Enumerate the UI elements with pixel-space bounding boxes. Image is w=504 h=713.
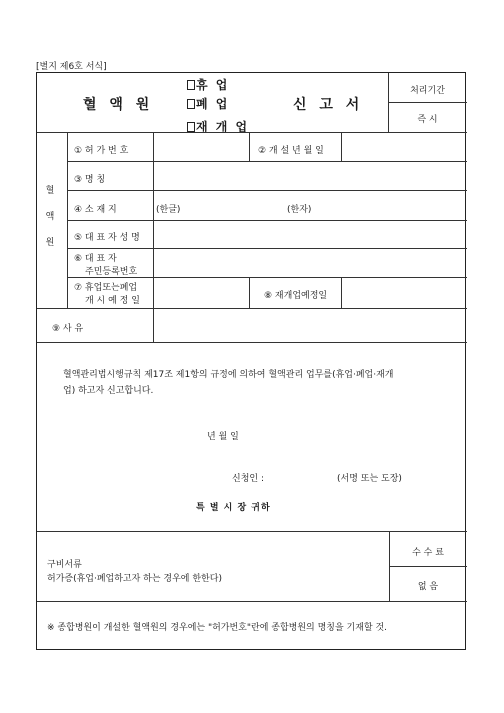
divider (67, 190, 467, 191)
divider (341, 132, 342, 161)
option-close-label: 폐 업 (196, 97, 230, 111)
representative-id-label-line1: ⑥ 대 표 자 (74, 254, 117, 264)
report-form (36, 72, 466, 650)
opening-date-field[interactable] (343, 135, 463, 159)
date-line: 년 월 일 (207, 432, 239, 442)
applicant-label: 신청인 : (232, 474, 264, 484)
divider (249, 132, 250, 161)
divider (67, 277, 467, 278)
divider (389, 566, 467, 567)
divider (153, 308, 154, 342)
divider (388, 102, 467, 103)
checkbox-icon[interactable] (187, 80, 195, 90)
fee-value: 없 음 (417, 582, 439, 592)
checkbox-icon[interactable] (187, 122, 195, 132)
processing-period-label: 처리기간 (410, 86, 445, 96)
fee-label: 수 수 료 (412, 548, 444, 558)
reopen-date-label: ⑧ 재개업예정일 (264, 291, 328, 301)
divider (67, 161, 467, 162)
address-label: ④ 소 재 지 (74, 205, 117, 215)
required-documents-title: 구비서류 (47, 560, 82, 570)
reopen-date-field[interactable] (343, 280, 463, 306)
divider (37, 308, 467, 309)
opening-date-label: ② 개 설 년 월 일 (258, 146, 324, 156)
closure-date-label-line1: ⑦ 휴업또는폐업 (74, 283, 138, 293)
reason-label: ⑨ 사 유 (52, 324, 84, 334)
option-reopen-label: 재 개 업 (196, 120, 250, 134)
statement-line-2: 업) 하고자 신고합니다. (63, 386, 154, 396)
permit-number-field[interactable] (155, 135, 247, 159)
section-label-1: 혈 (45, 186, 55, 196)
reason-field[interactable] (155, 311, 463, 339)
permit-number-label: ① 허 가 번 호 (74, 146, 129, 156)
representative-id-label-line2: 주민등록번호 (85, 267, 138, 277)
processing-period-value: 즉 시 (417, 115, 438, 125)
addressee: 특 별 시 장 귀하 (196, 503, 271, 513)
divider (37, 132, 467, 133)
form-title-suffix: 신 고 서 (293, 97, 364, 113)
representative-name-field[interactable] (155, 223, 463, 245)
divider (37, 531, 467, 532)
closure-date-label-line2: 개 시 예 정 일 (85, 296, 140, 306)
checkbox-icon[interactable] (187, 99, 195, 109)
statement-line-1: 혈액관리법시행규칙 제17조 제1항의 규정에 의하여 혈액관리 업무를(휴업·폐업·재개 (63, 370, 394, 380)
representative-name-label: ⑤ 대 표 자 성 명 (74, 233, 140, 243)
divider (67, 248, 467, 249)
required-documents-item: 허가증(휴업·폐업하고자 하는 경우에 한한다) (47, 574, 222, 584)
section-label-3: 원 (45, 238, 55, 248)
footnote: ※ 종합병원이 개설한 혈액원의 경우에는 "허가번호"란에 종합병원의 명칭을 기재할 것. (47, 623, 388, 633)
form-title: 혈 액 원 (83, 97, 154, 113)
closure-date-field[interactable] (155, 280, 247, 306)
applicant-name-field[interactable] (277, 465, 337, 481)
divider (67, 220, 467, 221)
option-suspend-label: 휴 업 (196, 78, 230, 92)
name-field[interactable] (155, 164, 463, 188)
name-label: ③ 명 칭 (74, 175, 106, 185)
address-hanja-field[interactable]: (한자) (287, 205, 312, 215)
divider (37, 342, 467, 343)
option-suspend[interactable] (187, 76, 229, 93)
address-hangul-field[interactable]: (한글) (156, 205, 181, 215)
signature-label: (서명 또는 도장) (337, 474, 402, 484)
option-close[interactable] (187, 95, 229, 112)
divider (341, 277, 342, 308)
divider (249, 277, 250, 308)
section-label-2: 액 (45, 212, 55, 222)
divider (37, 601, 467, 602)
representative-id-field[interactable] (155, 251, 463, 275)
form-number-label: [별지 제6호 서식] (36, 62, 107, 72)
